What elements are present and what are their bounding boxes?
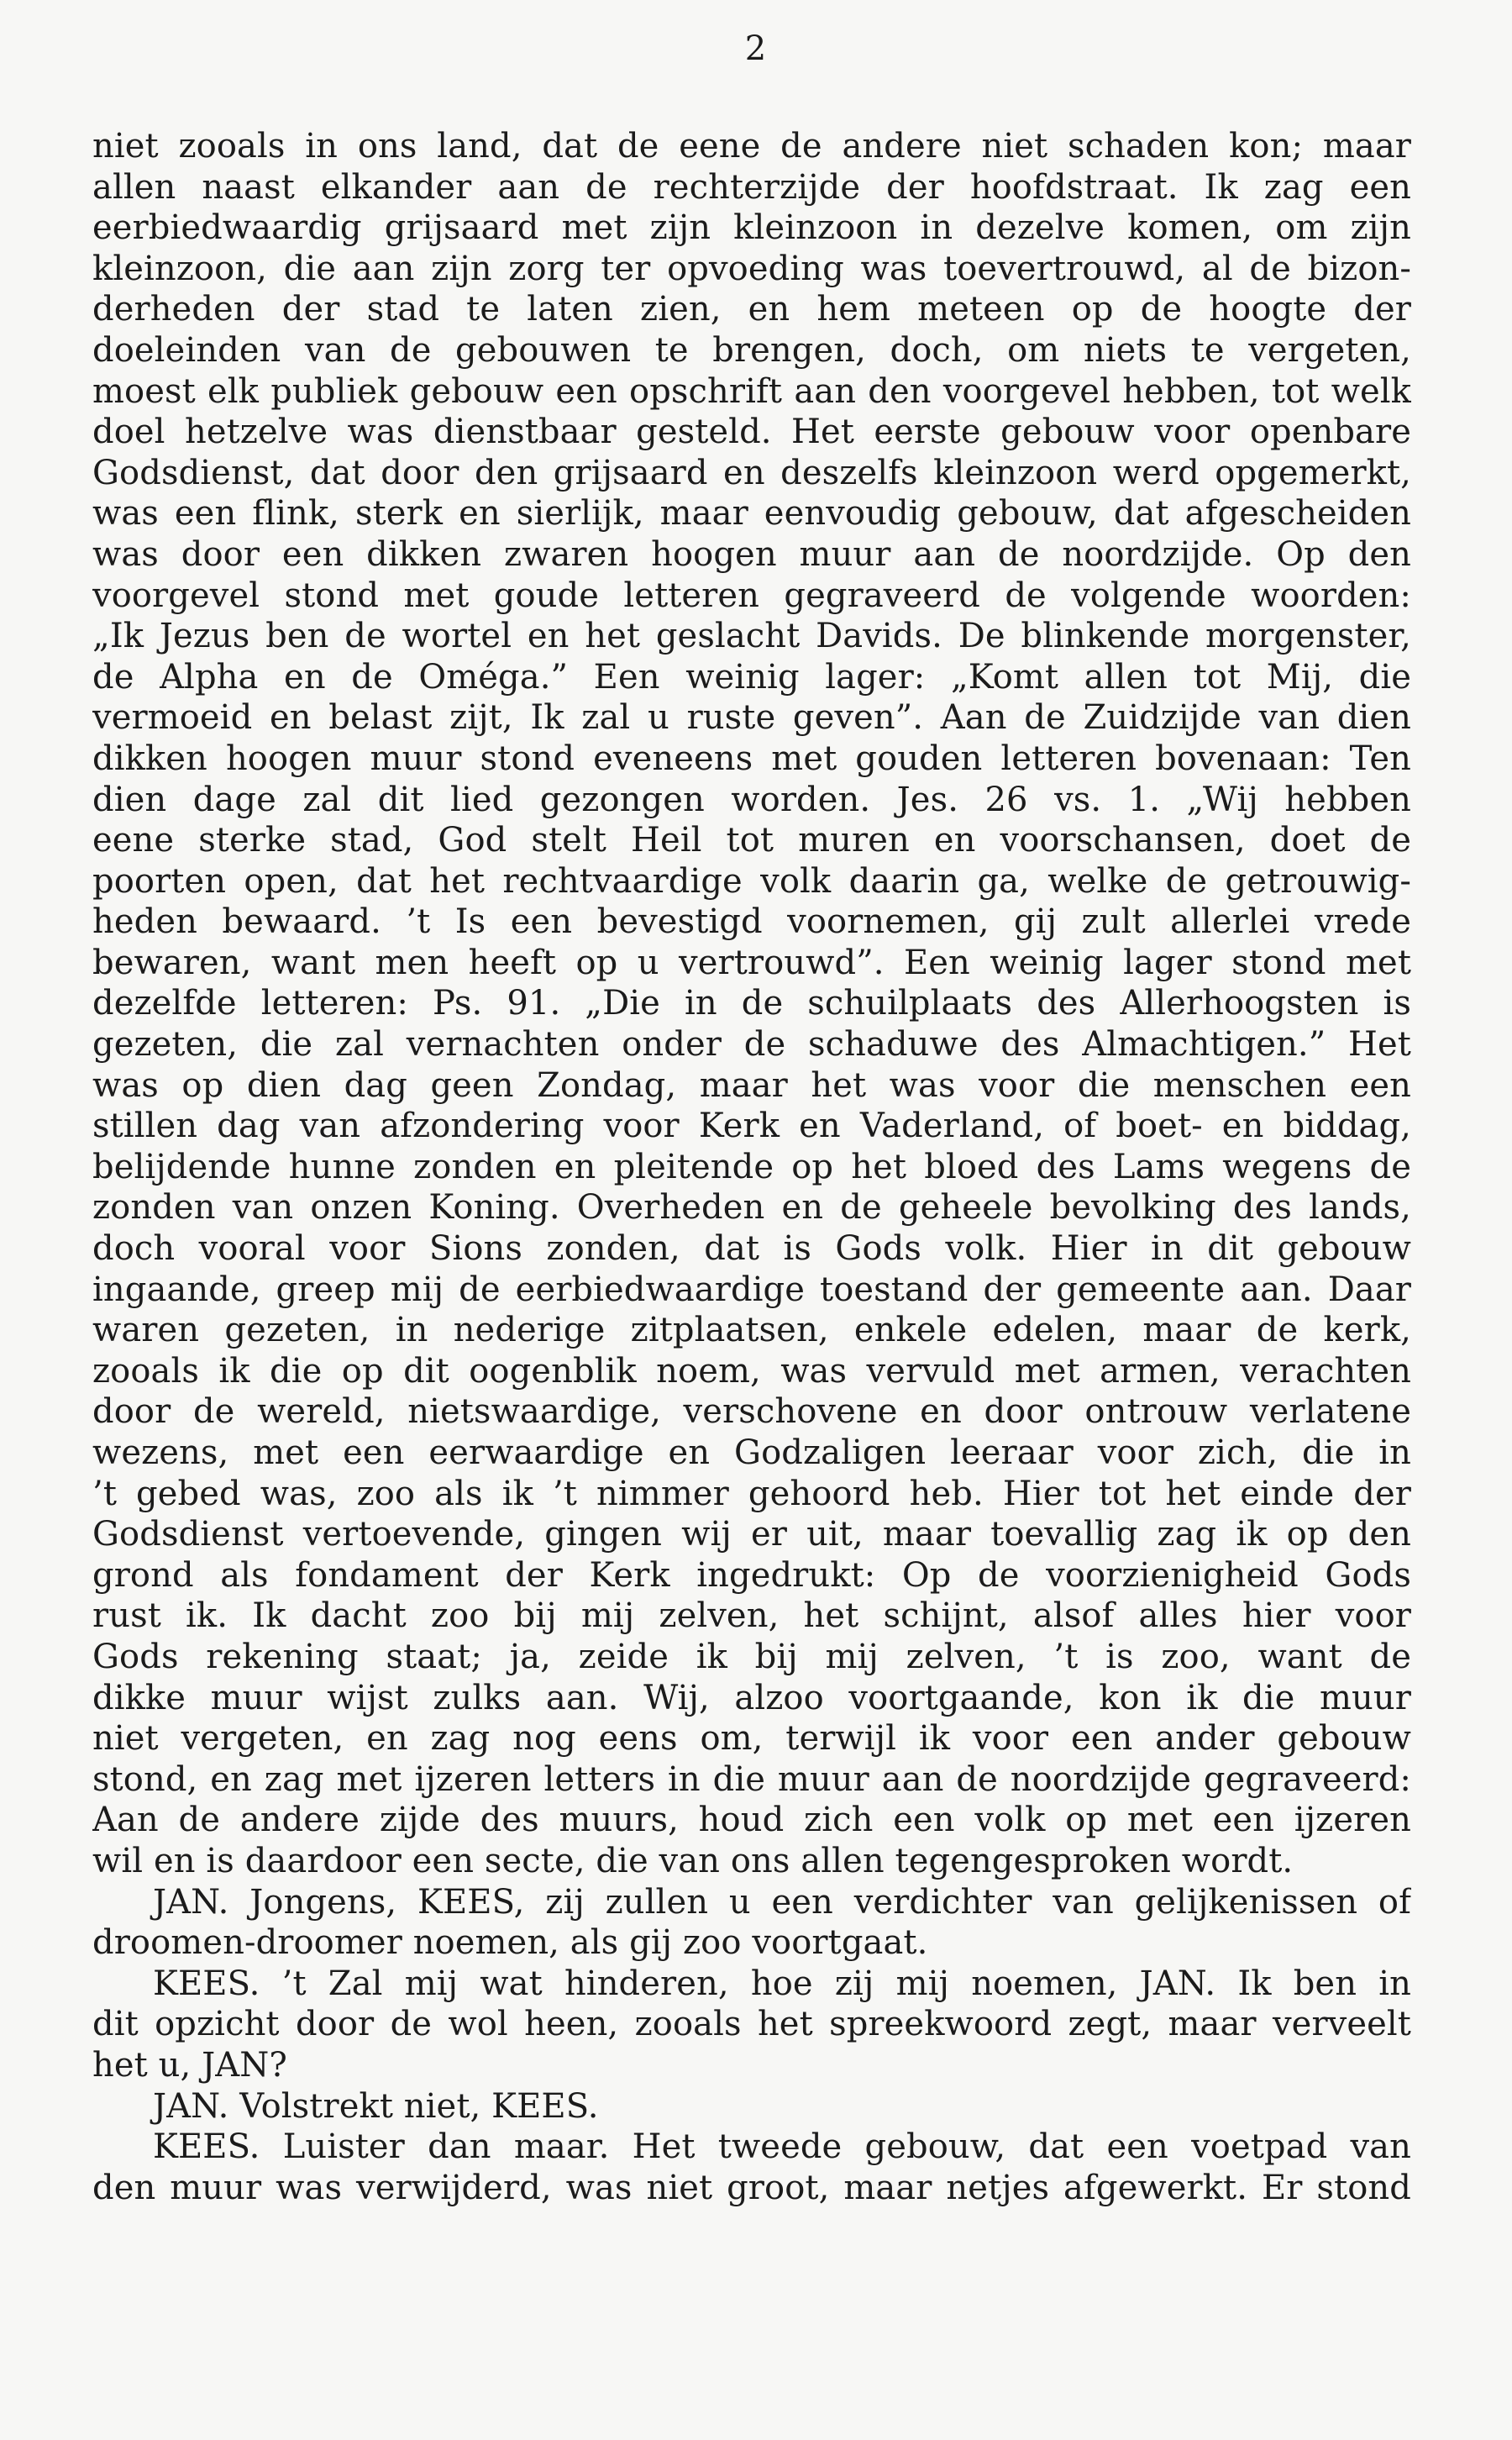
text-line: dikken hoogen muur stond eveneens met gouden letteren bovenaan: Ten xyxy=(92,739,1411,778)
text-line: doch vooral voor Sions zonden, dat is Gods volk. Hier in dit gebouw xyxy=(92,1229,1411,1269)
text-line: derheden der stad te laten zien, en hem meteen op de hoogte der xyxy=(92,290,1411,329)
text-line: stillen dag van afzondering voor Kerk en Vaderland, of boet- en biddag, xyxy=(92,1107,1411,1146)
text-line: stond, en zag met ijzeren letters in die muur aan de noordzijde gegraveerd: xyxy=(92,1759,1411,1799)
text-line: gezeten, die zal vernachten onder de schaduwe des Almachtigen.” Het xyxy=(92,1025,1411,1065)
text-line: Aan de andere zijde des muurs, houd zich een volk op met een ijzeren xyxy=(92,1801,1411,1840)
text-line: kleinzoon, die aan zijn zorg ter opvoeding was toevertrouwd, al de bizon- xyxy=(92,249,1411,288)
text-line: dien dage zal dit lied gezongen worden. Jes. 26 vs. 1. „Wij hebben xyxy=(92,780,1411,819)
text-line: allen naast elkander aan de rechterzijde der hoofdstraat. Ik zag een xyxy=(92,167,1411,207)
text-line: droomen-droomer noemen, als gij zoo voortgaat. xyxy=(92,1923,928,1963)
text-line: eerbiedwaardig grijsaard met zijn kleinzoon in dezelve komen, om zijn xyxy=(92,208,1411,248)
text-line: moest elk publiek gebouw een opschrift aan den voorgevel hebben, tot welk xyxy=(92,371,1411,411)
text-line: Godsdienst vertoevende, gingen wij er uit, maar toevallig zag ik op den xyxy=(92,1515,1411,1554)
text-line: het u, JAN? xyxy=(92,2045,287,2085)
text-line: Godsdienst, dat door den grijsaard en deszelfs kleinzoon werd opgemerkt, xyxy=(92,453,1411,492)
text-line: zonden van onzen Koning. Overheden en de geheele bevolking des lands, xyxy=(92,1188,1411,1228)
text-line: KEES. Luister dan maar. Het tweede gebouw, dat een voetpad van xyxy=(153,2127,1411,2167)
text-line: belijdende hunne zonden en pleitende op het bloed des Lams wegens de xyxy=(92,1147,1411,1186)
body-text xyxy=(92,126,1411,2208)
text-line: KEES. ’t Zal mij wat hinderen, hoe zij mij noemen, JAN. Ik ben in xyxy=(153,1964,1411,2003)
text-line: niet zooals in ons land, dat de eene de andere niet schaden kon; maar xyxy=(92,127,1411,166)
text-line: niet vergeten, en zag nog eens om, terwijl ik voor een ander gebouw xyxy=(92,1719,1411,1759)
page-number: 2 xyxy=(744,29,768,68)
text-line: voorgevel stond met goude letteren gegraveerd de volgende woorden: xyxy=(92,576,1411,615)
text-line: zooals ik die op dit oogenblik noem, was vervuld met armen, verachten xyxy=(92,1351,1411,1391)
text-line: JAN. Jongens, KEES, zij zullen u een verdichter van gelijkenissen of xyxy=(153,1882,1411,1922)
text-line: ’t gebed was, zoo als ik ’t nimmer gehoord heb. Hier tot het einde der xyxy=(92,1474,1411,1513)
text-line: doeleinden van de gebouwen te brengen, doch, om niets te vergeten, xyxy=(92,330,1411,370)
text-line: wezens, met een eerwaardige en Godzaligen leeraar voor zich, die in xyxy=(92,1433,1411,1472)
text-line: „Ik Jezus ben de wortel en het geslacht Davids. De blinkende morgenster, xyxy=(92,617,1411,656)
text-line: rust ik. Ik dacht zoo bij mij zelven, het schijnt, alsof alles hier voor xyxy=(92,1596,1411,1636)
text-line: ingaande, greep mij de eerbiedwaardige toestand der gemeente aan. Daar xyxy=(92,1270,1411,1309)
text-line: JAN. Volstrekt niet, KEES. xyxy=(153,2086,599,2126)
text-line: grond als fondament der Kerk ingedrukt: Op de voorzienigheid Gods xyxy=(92,1555,1411,1595)
text-line: de Alpha en de Oméga.” Een weinig lager: „Komt allen tot Mij, die xyxy=(92,657,1411,697)
text-line: den muur was verwijderd, was niet groot, maar netjes afgewerkt. Er stond xyxy=(92,2168,1411,2207)
text-line: Gods rekening staat; ja, zeide ik bij mij zelven, ’t is zoo, want de xyxy=(92,1637,1411,1676)
text-line: was een flink, sterk en sierlijk, maar eenvoudig gebouw, dat afgescheiden xyxy=(92,494,1411,534)
text-line: vermoeid en belast zijt, Ik zal u ruste geven”. Aan de Zuidzijde van dien xyxy=(92,698,1411,738)
text-line: door de wereld, nietswaardige, verschovene en door ontrouw verlatene xyxy=(92,1392,1411,1432)
text-line: waren gezeten, in nederige zitplaatsen, enkele edelen, maar de kerk, xyxy=(92,1311,1411,1350)
text-line: eene sterke stad, God stelt Heil tot muren en voorschansen, doet de xyxy=(92,821,1411,860)
text-line: doel hetzelve was dienstbaar gesteld. Het eerste gebouw voor openbare xyxy=(92,413,1411,452)
text-line: bewaren, want men heeft op u vertrouwd”. Een weinig lager stond met xyxy=(92,943,1411,982)
text-line: wil en is daardoor een secte, die van ons allen tegengesproken wordt. xyxy=(92,1841,1294,1880)
text-line: dezelfde letteren: Ps. 91. „Die in de schuilplaats des Allerhoogsten is xyxy=(92,984,1411,1023)
text-line: was door een dikken zwaren hoogen muur aan de noordzijde. Op den xyxy=(92,534,1411,574)
text-line: dikke muur wijst zulks aan. Wij, alzoo voortgaande, kon ik die muur xyxy=(92,1678,1411,1717)
text-line: heden bewaard. ’t Is een bevestigd voornemen, gij zult allerlei vrede xyxy=(92,902,1411,942)
text-line: dit opzicht door de wol heen, zooals het spreekwoord zegt, maar verveelt xyxy=(92,2005,1411,2044)
text-line: was op dien dag geen Zondag, maar het was voor die menschen een xyxy=(92,1065,1411,1105)
text-line: poorten open, dat het rechtvaardige volk daarin ga, welke de getrouwig- xyxy=(92,861,1411,901)
